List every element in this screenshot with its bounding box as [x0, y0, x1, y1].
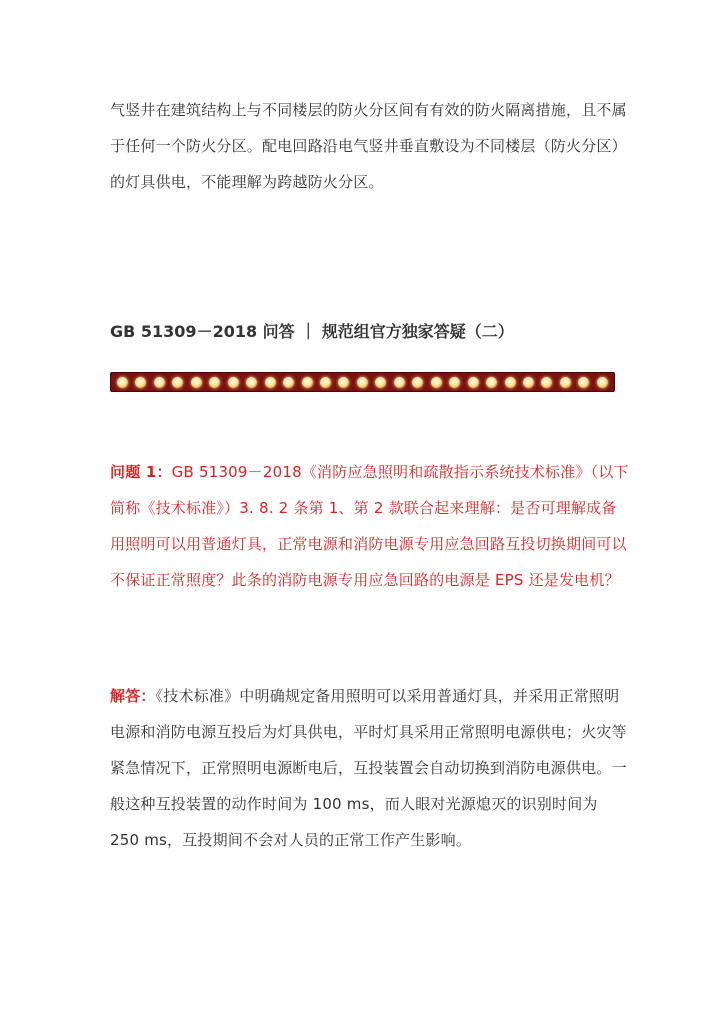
bulb-icon	[412, 377, 423, 388]
bulb-icon	[449, 377, 460, 388]
bulb-icon	[172, 377, 183, 388]
bulb-icon	[117, 377, 128, 388]
bulb-icon	[578, 377, 589, 388]
bulb-icon	[541, 377, 552, 388]
bulb-icon	[135, 377, 146, 388]
bulb-icon	[505, 377, 516, 388]
bulb-icon	[394, 377, 405, 388]
question-label: 问题 1：	[110, 463, 172, 481]
question-paragraph	[110, 454, 630, 598]
intro-paragraph: 气竖井在建筑结构上与不同楼层的防火分区间有有效的防火隔离措施，且不属于任何一个防火分区。配电回路沿电气竖井垂直敷设为不同楼层（防火分区）的灯具供电，不能理解为跨越防火分区。	[110, 101, 627, 191]
answer-label: 解答：	[110, 687, 156, 705]
bulb-icon	[468, 377, 479, 388]
bulb-icon	[191, 377, 202, 388]
question-text: GB 51309－2018《消防应急照明和疏散指示系统技术标准》（以下简称《技术标准》）3. 8. 2 条第 1、第 2 款联合起来理解：是否可理解成备用照明可以用普通灯具，正常电源和消防电源专用应急回路互投切换期间可以不保证正常照度？此条的消防电源专用应急回路的电源是 EPS 还是发电机？	[110, 463, 629, 589]
bulb-icon	[375, 377, 386, 388]
light-bulb-divider	[110, 372, 615, 392]
answer-paragraph	[110, 678, 630, 858]
bulb-icon	[209, 377, 220, 388]
bulb-icon	[246, 377, 257, 388]
bulb-icon	[431, 377, 442, 388]
bulb-icon	[283, 377, 294, 388]
bulb-icon	[154, 377, 165, 388]
bulb-icon	[228, 377, 239, 388]
bulb-icon	[302, 377, 313, 388]
bulb-icon	[265, 377, 276, 388]
bulb-icon	[486, 377, 497, 388]
bulb-icon	[523, 377, 534, 388]
bulb-icon	[560, 377, 571, 388]
bulb-icon	[357, 377, 368, 388]
bulb-icon	[320, 377, 331, 388]
bulb-icon	[338, 377, 349, 388]
bulb-icon	[597, 377, 608, 388]
answer-text: 《技术标准》中明确规定备用照明可以采用普通灯具，并采用正常照明电源和消防电源互投后为灯具供电，平时灯具采用正常照明电源供电；火灾等紧急情况下，正常照明电源断电后，互投装置会自动切换到消防电源供电。一般这种互投装置的动作时间为 100 ms，而人眼对光源熄灭的识别时间为 250 ms，互投期间不会对人员的正常工作产生影响。	[110, 687, 627, 849]
section-heading: GB 51309－2018 问答 ｜ 规范组官方独家答疑（二）	[110, 322, 514, 341]
